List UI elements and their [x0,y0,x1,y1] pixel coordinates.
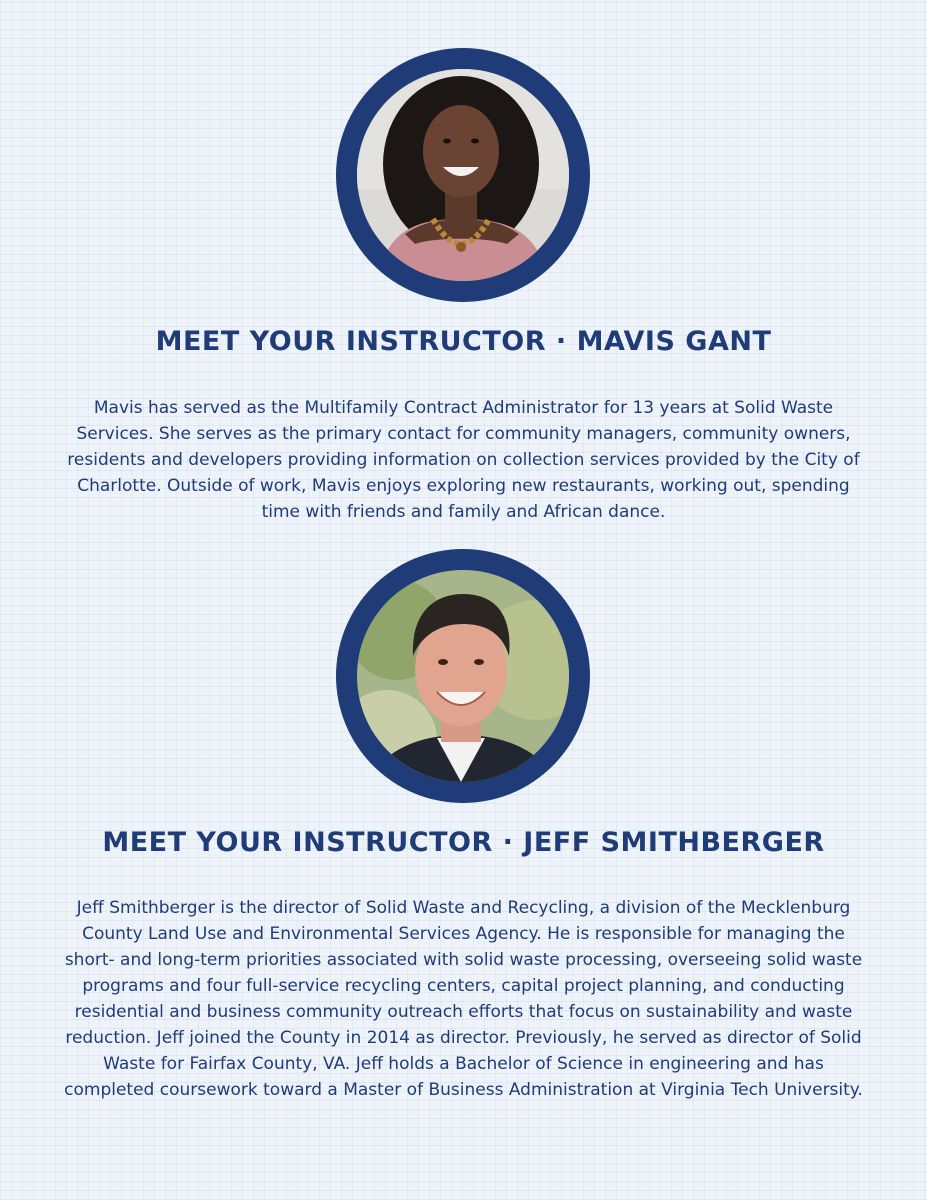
instructor-heading-mavis: MEET YOUR INSTRUCTOR · MAVIS GANT [155,326,772,357]
portrait-jeff-icon [357,570,569,782]
portrait-mavis-icon [357,69,569,281]
instructor-heading-jeff: MEET YOUR INSTRUCTOR · JEFF SMITHBERGER [102,827,825,858]
instructor-bio-jeff: Jeff Smithberger is the director of Solid Waste and Recycling, a division of the Mecklenburg County Land Use and Environmental Services Agency. He is responsible for managing the short- and long-term priorities associated with solid waste processing, overseeing solid waste programs and four full-service recycling centers, capital project planning, and conducting residential and business community outreach efforts that focus on sustainability and waste reduction. Jeff joined the County in 2014 as director. Previously, he served as director of Solid Waste for Fairfax County, VA. Jeff holds a Bachelor of Science in engineering and has completed coursework toward a Master of Business Administration at Virginia Tech University. [64,898,863,1100]
instructor-bio-mavis: Mavis has served as the Multifamily Contract Administrator for 13 years at Solid Waste Services. She serves as the primary contact for community managers, community owners, residents and developers providing information on collection services provided by the City of Charlotte. Outside of work, Mavis enjoys exploring new restaurants, working out, spending time with friends and family and African dance. [67,398,860,522]
instructor-photo-frame-mavis [336,48,590,302]
instructor-photo-frame-jeff [336,549,590,803]
